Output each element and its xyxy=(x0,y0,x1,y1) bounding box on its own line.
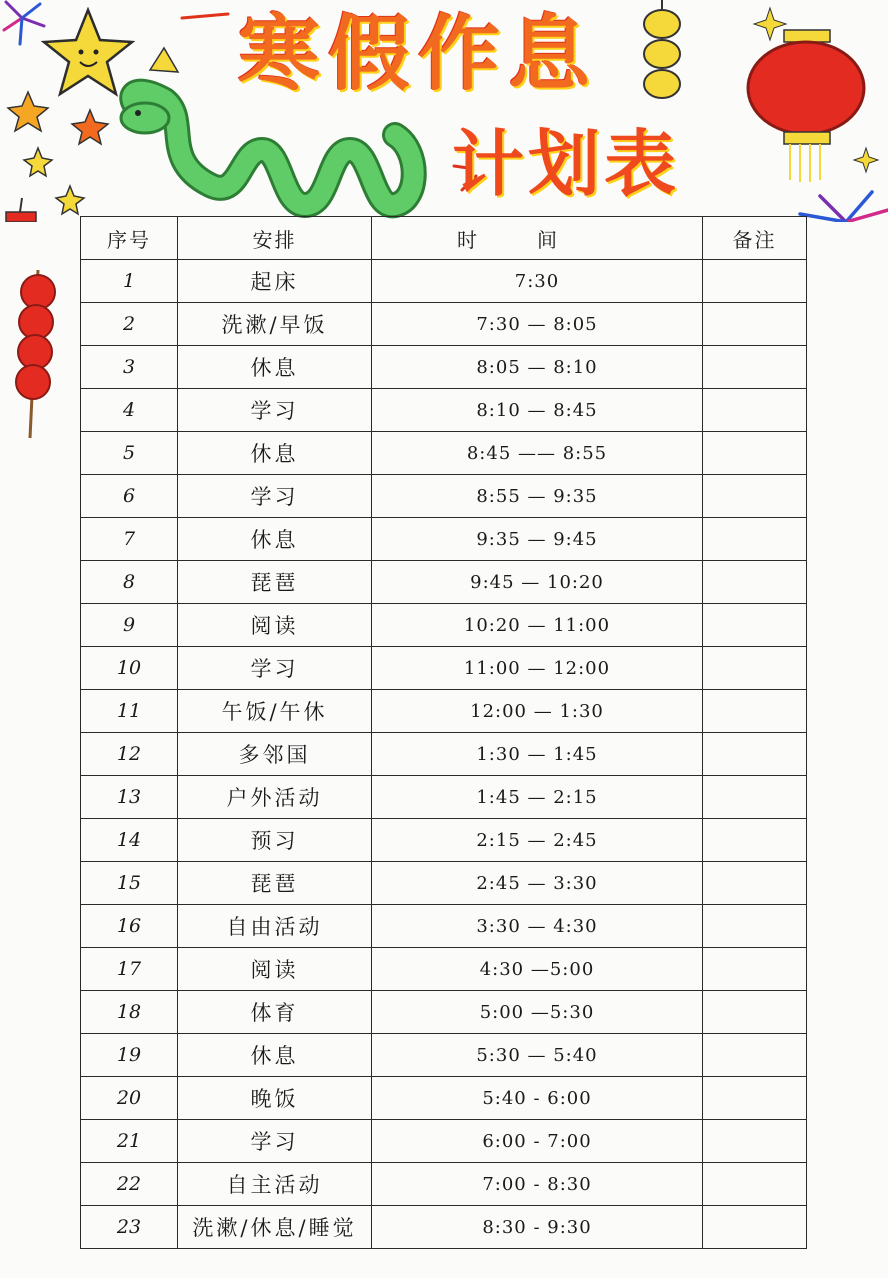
table-row xyxy=(81,862,807,905)
row-activity: 休息 xyxy=(178,432,372,475)
table-row xyxy=(81,389,807,432)
row-time: 8:55 — 9:35 xyxy=(372,475,703,518)
row-note xyxy=(703,604,807,647)
row-time: 8:10 — 8:45 xyxy=(372,389,703,432)
schedule-table xyxy=(80,216,807,1249)
row-time: 8:45 —— 8:55 xyxy=(372,432,703,475)
row-index: 6 xyxy=(81,475,178,518)
row-activity: 学习 xyxy=(178,1120,372,1163)
row-index: 16 xyxy=(81,905,178,948)
table-row xyxy=(81,733,807,776)
row-index: 23 xyxy=(81,1206,178,1249)
table-row xyxy=(81,1206,807,1249)
star-icon xyxy=(44,10,132,94)
row-note xyxy=(703,776,807,819)
firework-icon xyxy=(4,2,44,44)
lantern-icon xyxy=(644,0,680,98)
table-row xyxy=(81,604,807,647)
row-index: 20 xyxy=(81,1077,178,1120)
row-time: 5:30 — 5:40 xyxy=(372,1034,703,1077)
row-index: 9 xyxy=(81,604,178,647)
row-time: 7:30 — 8:05 xyxy=(372,303,703,346)
row-time: 7:00 - 8:30 xyxy=(372,1163,703,1206)
row-activity: 学习 xyxy=(178,475,372,518)
table-row xyxy=(81,432,807,475)
row-time: 9:45 — 10:20 xyxy=(372,561,703,604)
table-row xyxy=(81,776,807,819)
row-activity: 自由活动 xyxy=(178,905,372,948)
tanghulu-icon xyxy=(8,270,68,440)
header-activity: 安排 xyxy=(178,217,372,260)
row-index: 13 xyxy=(81,776,178,819)
row-note xyxy=(703,862,807,905)
row-activity: 洗漱/休息/睡觉 xyxy=(178,1206,372,1249)
row-activity: 户外活动 xyxy=(178,776,372,819)
row-activity: 晚饭 xyxy=(178,1077,372,1120)
table-row xyxy=(81,905,807,948)
row-index: 15 xyxy=(81,862,178,905)
row-activity: 琵琶 xyxy=(178,561,372,604)
row-index: 12 xyxy=(81,733,178,776)
row-time: 7:30 xyxy=(372,260,703,303)
row-note xyxy=(703,1163,807,1206)
table-row xyxy=(81,690,807,733)
table-row xyxy=(81,819,807,862)
row-time: 1:30 — 1:45 xyxy=(372,733,703,776)
row-activity: 阅读 xyxy=(178,948,372,991)
row-index: 4 xyxy=(81,389,178,432)
header-notes: 备注 xyxy=(703,217,807,260)
row-note xyxy=(703,561,807,604)
row-index: 7 xyxy=(81,518,178,561)
table-row xyxy=(81,948,807,991)
row-note xyxy=(703,303,807,346)
row-time: 5:00 —5:30 xyxy=(372,991,703,1034)
table-row xyxy=(81,346,807,389)
header xyxy=(0,0,888,222)
row-note xyxy=(703,260,807,303)
header-index: 序号 xyxy=(81,217,178,260)
row-note xyxy=(703,948,807,991)
row-index: 17 xyxy=(81,948,178,991)
row-index: 10 xyxy=(81,647,178,690)
firecracker-icon xyxy=(6,198,36,222)
row-index: 2 xyxy=(81,303,178,346)
row-index: 18 xyxy=(81,991,178,1034)
table-row xyxy=(81,561,807,604)
page-title: 寒假作息 xyxy=(238,6,599,102)
row-index: 14 xyxy=(81,819,178,862)
row-index: 19 xyxy=(81,1034,178,1077)
row-time: 3:30 — 4:30 xyxy=(372,905,703,948)
row-activity: 洗漱/早饭 xyxy=(178,303,372,346)
row-activity: 体育 xyxy=(178,991,372,1034)
row-note xyxy=(703,389,807,432)
row-note xyxy=(703,475,807,518)
row-note xyxy=(703,733,807,776)
row-note xyxy=(703,346,807,389)
table-row xyxy=(81,1077,807,1120)
row-note xyxy=(703,1077,807,1120)
row-time: 1:45 — 2:15 xyxy=(372,776,703,819)
table-row xyxy=(81,518,807,561)
row-note xyxy=(703,518,807,561)
row-activity: 预习 xyxy=(178,819,372,862)
row-time: 4:30 —5:00 xyxy=(372,948,703,991)
lantern-icon xyxy=(748,30,864,182)
table-row xyxy=(81,1163,807,1206)
page-subtitle: 计划表 xyxy=(452,121,681,206)
row-index: 11 xyxy=(81,690,178,733)
table-header-row xyxy=(81,217,807,260)
schedule-table-container xyxy=(80,216,806,1249)
row-note xyxy=(703,991,807,1034)
firework-icon xyxy=(800,192,888,222)
table-row xyxy=(81,1120,807,1163)
row-note xyxy=(703,1034,807,1077)
row-activity: 阅读 xyxy=(178,604,372,647)
table-row xyxy=(81,647,807,690)
row-time: 11:00 — 12:00 xyxy=(372,647,703,690)
row-note xyxy=(703,1206,807,1249)
row-index: 21 xyxy=(81,1120,178,1163)
row-index: 22 xyxy=(81,1163,178,1206)
row-activity: 午饭/午休 xyxy=(178,690,372,733)
row-time: 8:05 — 8:10 xyxy=(372,346,703,389)
row-time: 8:30 - 9:30 xyxy=(372,1206,703,1249)
row-index: 1 xyxy=(81,260,178,303)
row-activity: 休息 xyxy=(178,1034,372,1077)
row-index: 5 xyxy=(81,432,178,475)
row-activity: 琵琶 xyxy=(178,862,372,905)
row-time: 2:15 — 2:45 xyxy=(372,819,703,862)
row-index: 3 xyxy=(81,346,178,389)
row-note xyxy=(703,690,807,733)
row-note xyxy=(703,1120,807,1163)
row-time: 12:00 — 1:30 xyxy=(372,690,703,733)
table-row xyxy=(81,1034,807,1077)
row-note xyxy=(703,432,807,475)
row-time: 6:00 - 7:00 xyxy=(372,1120,703,1163)
row-activity: 自主活动 xyxy=(178,1163,372,1206)
row-activity: 休息 xyxy=(178,518,372,561)
row-activity: 多邻国 xyxy=(178,733,372,776)
row-time: 9:35 — 9:45 xyxy=(372,518,703,561)
table-row xyxy=(81,475,807,518)
table-row xyxy=(81,991,807,1034)
row-time: 5:40 - 6:00 xyxy=(372,1077,703,1120)
star-icon xyxy=(8,92,108,214)
row-time: 10:20 — 11:00 xyxy=(372,604,703,647)
table-row xyxy=(81,260,807,303)
row-note xyxy=(703,819,807,862)
row-activity: 学习 xyxy=(178,647,372,690)
row-activity: 休息 xyxy=(178,346,372,389)
row-index: 8 xyxy=(81,561,178,604)
row-activity: 学习 xyxy=(178,389,372,432)
header-time: 时间 xyxy=(372,217,703,260)
row-note xyxy=(703,905,807,948)
table-row xyxy=(81,303,807,346)
row-time: 2:45 — 3:30 xyxy=(372,862,703,905)
row-note xyxy=(703,647,807,690)
row-activity: 起床 xyxy=(178,260,372,303)
